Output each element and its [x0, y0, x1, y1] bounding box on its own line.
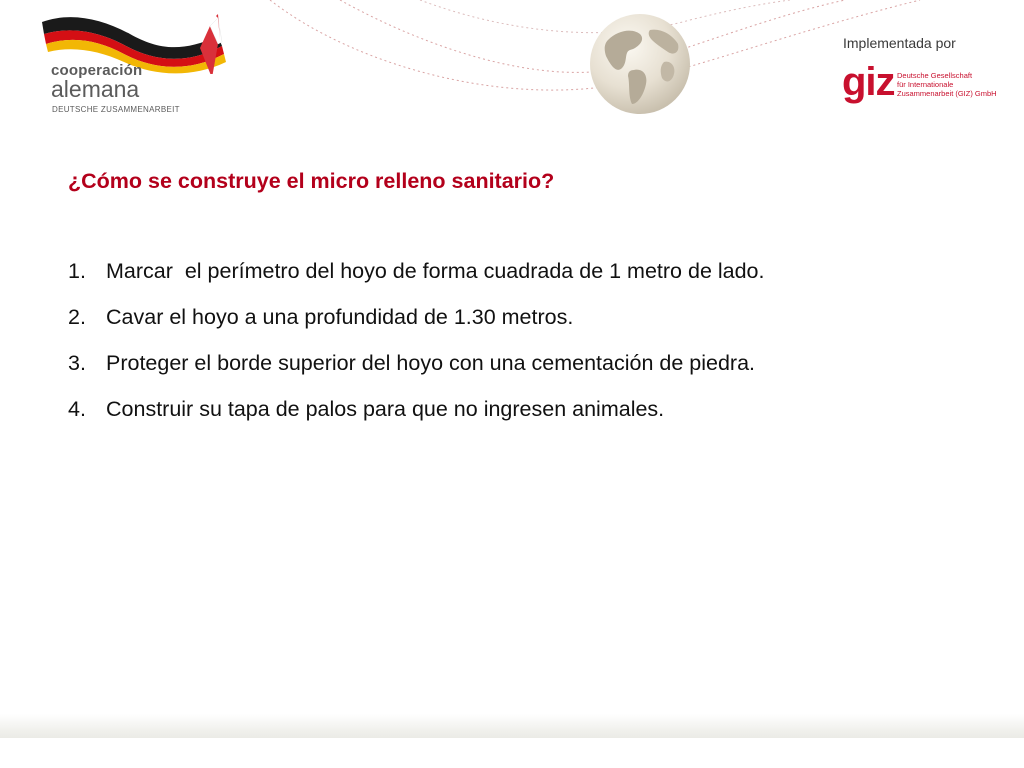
logo-text-deutsche-zusammenarbeit: DEUTSCHE ZUSAMMENARBEIT [52, 105, 180, 114]
step-text: Proteger el borde superior del hoyo con una cementación de piedra. [106, 351, 755, 375]
step-number: 4. [68, 397, 86, 421]
step-number: 3. [68, 351, 86, 375]
giz-name-line: Zusammenarbeit (GIZ) GmbH [897, 89, 997, 98]
giz-name-line: für Internationale [897, 80, 954, 89]
step-text: Cavar el hoyo a una profundidad de 1.30 metros. [106, 305, 574, 329]
giz-wordmark: giz [842, 60, 895, 104]
step-text: Marcar el perímetro del hoyo de forma cuadrada de 1 metro de lado. [106, 259, 765, 283]
logo-text-alemana: alemana [51, 76, 140, 102]
logo-text-cooperacion: cooperación [51, 62, 143, 79]
implemented-by-label: Implementada por [843, 35, 956, 51]
bottom-fade-band [0, 714, 1024, 738]
giz-name-line: Deutsche Gesellschaft [897, 71, 973, 80]
giz-full-name [897, 71, 997, 98]
step-number: 2. [68, 305, 86, 329]
slide-title: ¿Cómo se construye el micro relleno sanitario? [68, 169, 555, 193]
step-number: 1. [68, 259, 86, 283]
step-text: Construir su tapa de palos para que no ingresen animales. [106, 397, 665, 421]
globe-icon [588, 12, 692, 116]
cooperacion-alemana-logo [40, 14, 240, 118]
giz-logo [842, 60, 1002, 106]
